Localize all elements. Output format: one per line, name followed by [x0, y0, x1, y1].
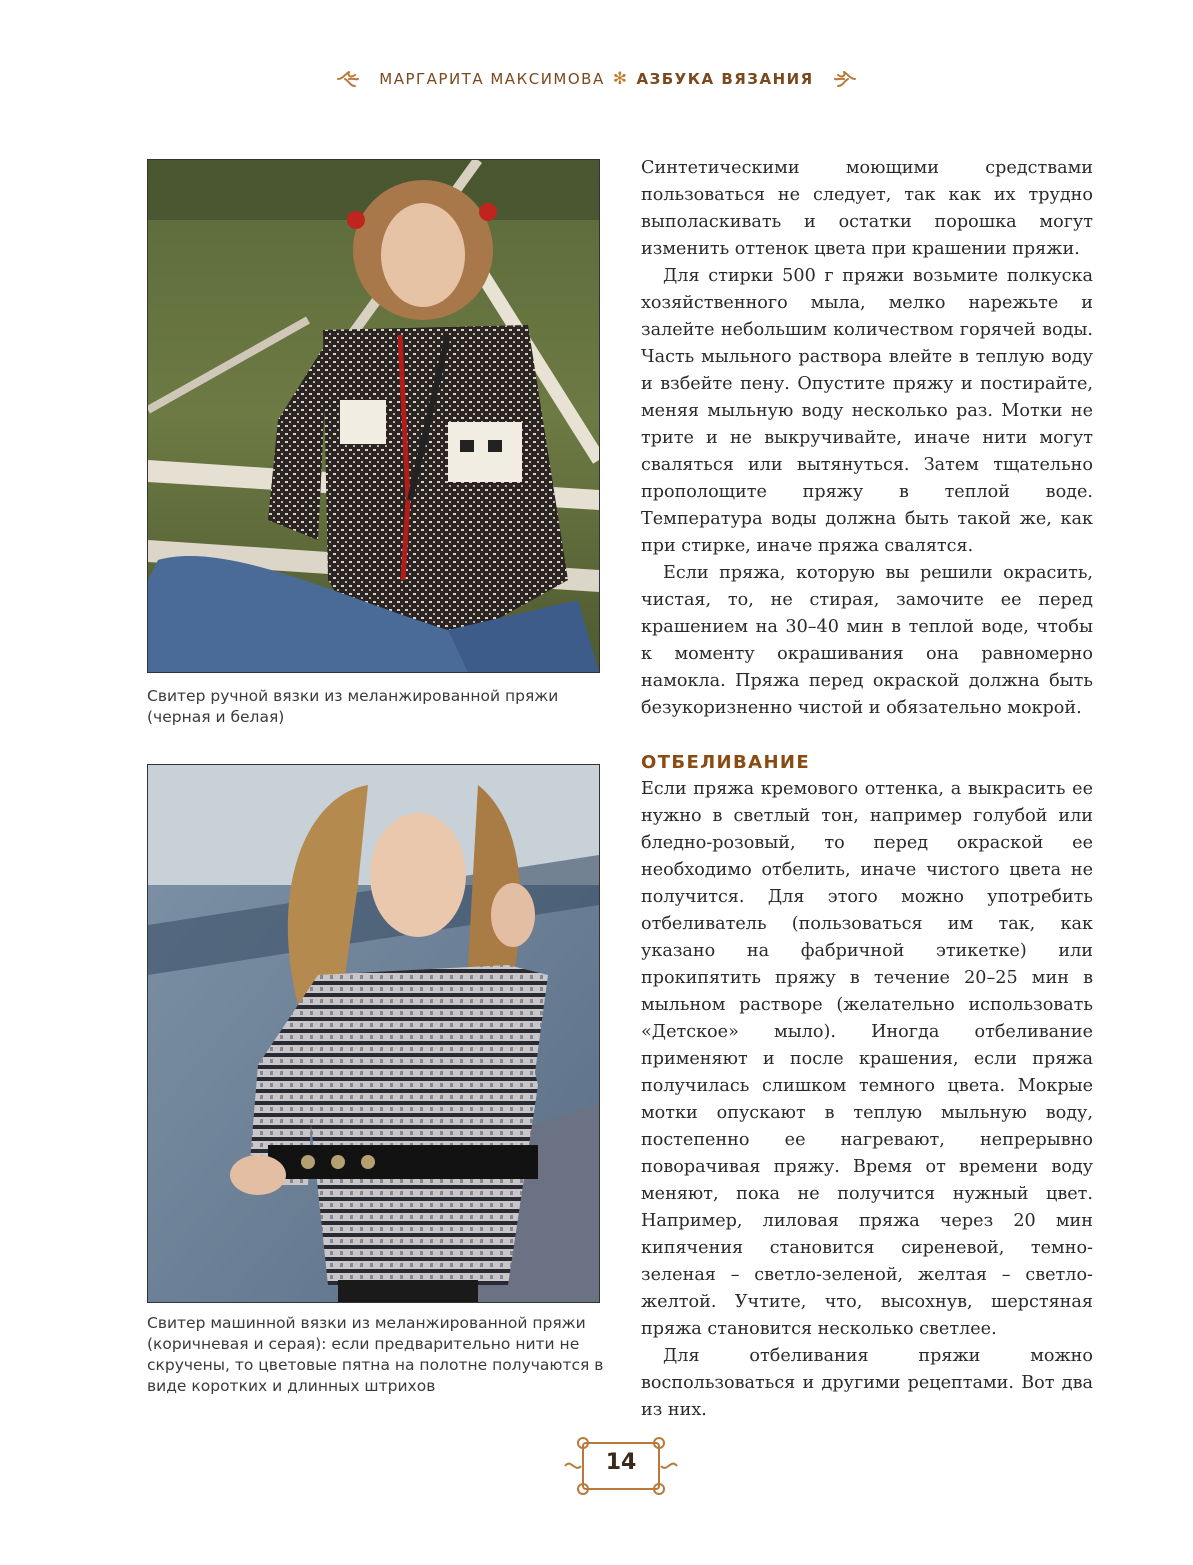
- photo-caption-1: Свитер ручной вязки из меланжированной пряжи (черная и белая): [147, 687, 559, 726]
- book-title: АЗБУКА ВЯЗАНИЯ: [636, 70, 814, 88]
- text-column-bleaching: [641, 749, 1093, 1424]
- paragraph-1: Синтетическими моющими средствами пользоваться не следует, так как их трудно выполаскивать и остатки порошка могут изменить оттенок цвета при крашении пряжи.: [641, 158, 1093, 259]
- page-number: 14: [605, 1450, 637, 1475]
- running-header: [0, 66, 1193, 92]
- photo-sweater-hand-knit: [147, 159, 600, 673]
- section-heading-bleaching: ОТБЕЛИВАНИЕ: [641, 752, 811, 773]
- ornament-right-icon: [832, 66, 858, 92]
- photo-sweater-machine-knit: [147, 764, 600, 1303]
- paragraph-2: Для стирки 500 г пряжи возьмите полкуска хозяйственного мыла, мелко нарежьте и залейте небольшим количеством горячей воды. Часть мыльного раствора влейте в теплую воду и взбейте пену. Опустите пряжу и постирайте, меняя мыльную воду несколько раз. Мотки не трите и не выкручивайте, иначе нити могут сваляться или вытянуться. Затем тщательно прополощите пряжу в теплой воде. Температура воды должна быть такой же, как при стирке, иначе пряжа свалятся.: [641, 266, 1093, 556]
- ornament-left-icon: [335, 66, 361, 92]
- paragraph-5: Для отбеливания пряжи можно воспользоваться и другими рецептами. Вот два из них.: [641, 1346, 1093, 1420]
- photo-caption-2: Свитер машинной вязки из меланжированной пряжи (коричневая и серая): если предварительно нити не скручены, то цветовые пятна на полотне получаются в виде коротких и длинных штрихов: [147, 1314, 604, 1395]
- photo-sweater-machine-knit-image: [148, 765, 599, 1302]
- page-number-frame: [563, 1433, 679, 1499]
- paragraph-4: Если пряжа кремового оттенка, а выкрасить ее нужно в светлый тон, например голубой или бледно-розовый, то перед окраской ее необходимо отбелить, иначе чистого цвета не получится. Для этого можно употребить отбеливатель (пользоваться им так, как указано на фабричной этикетке) или прокипятить пряжу в течение 20–25 мин в мыльном растворе (желательно использовать «Детское» мыло). Иногда отбеливание применяют и после крашения, если пряжа получилась слишком темного цвета. Мокрые мотки опускают в теплую мыльную воду, постепенно ее нагревают, непрерывно поворачивая пряжу. Время от времени воду меняют, пока не получится нужный цвет. Например, лиловая пряжа через 20 мин кипячения становится сиреневой, темно-зеленая – светло-зеленой, желтая – светло-желтой. Учтите, что, высохнув, шерстяная пряжа становится несколько светлее.: [641, 779, 1093, 1339]
- text-column-top: [641, 155, 1093, 722]
- author-name: МАРГАРИТА МАКСИМОВА: [379, 70, 605, 88]
- photo-sweater-hand-knit-image: [148, 160, 599, 672]
- paragraph-3: Если пряжа, которую вы решили окрасить, чистая, то, не стирая, замочите ее перед крашением на 30–40 мин в теплой воде, чтобы к моменту окрашивания она равномерно намокла. Пряжа перед окраской должна быть безукоризненно чистой и обязательно мокрой.: [641, 563, 1093, 718]
- separator-icon: ✻: [612, 69, 629, 89]
